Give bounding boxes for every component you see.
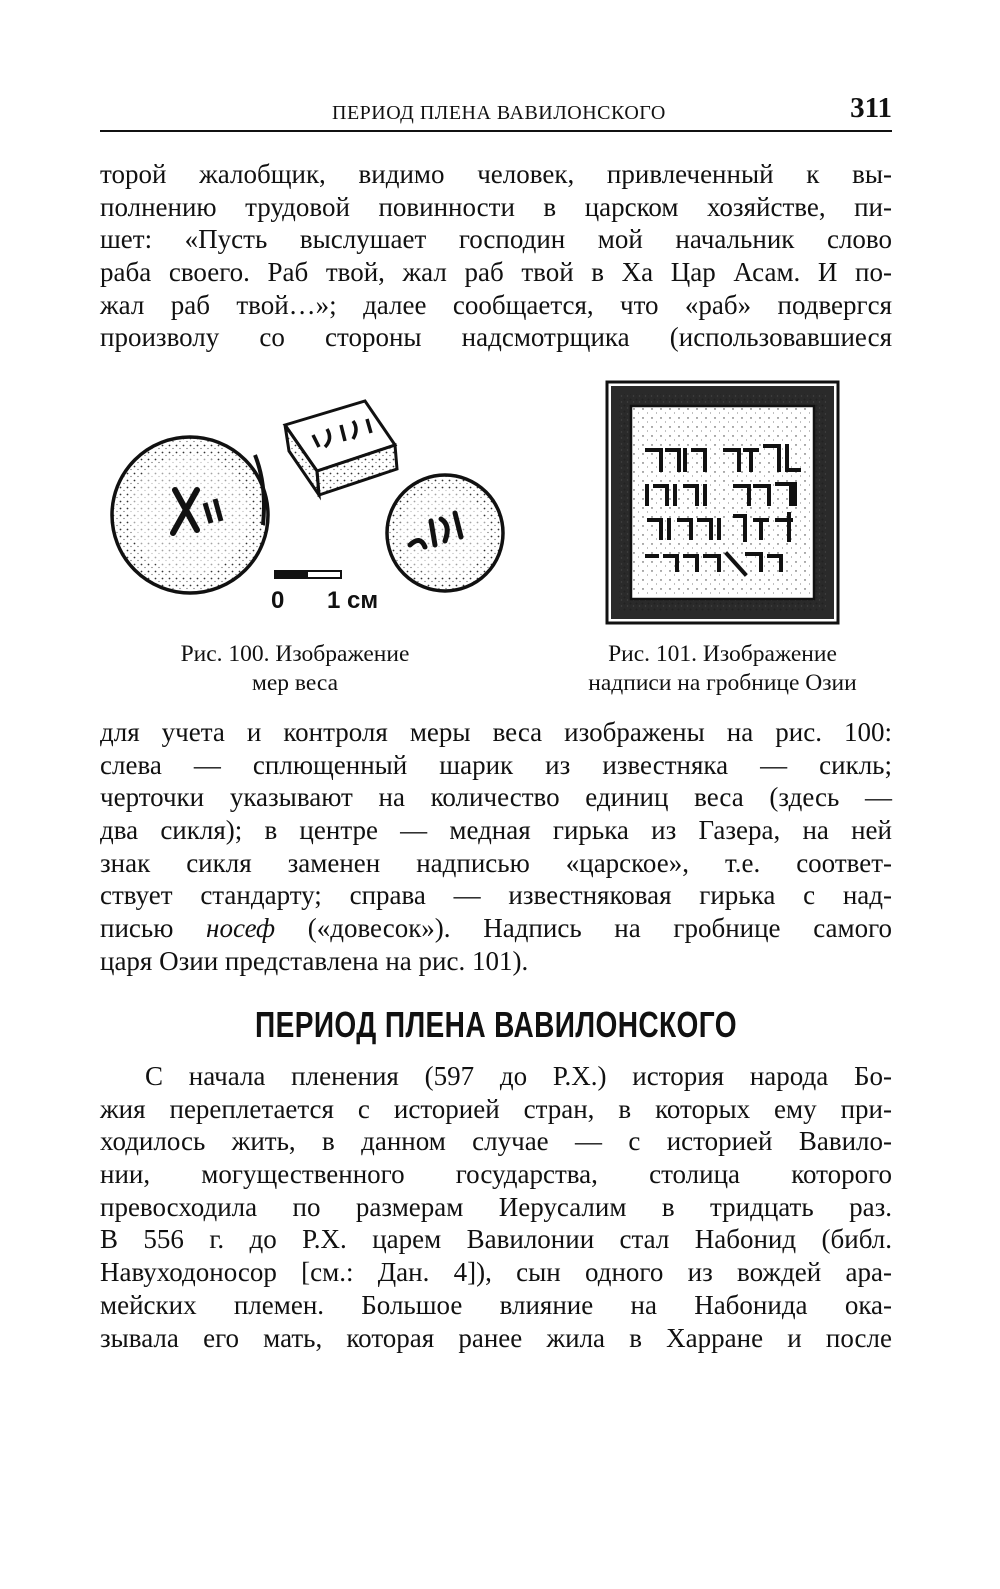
text-line: нии, могущественного государства, столица которого	[100, 1159, 892, 1190]
scale-label-one-cm: 1 см	[327, 587, 379, 614]
section-paragraph	[100, 1060, 892, 1354]
figure-tomb-inscription	[605, 380, 840, 625]
text-line: шет: «Пусть выслушает господин мой начальник слово	[100, 224, 892, 255]
limestone-weight-right	[387, 475, 503, 591]
text-line: жал раб твой…»; далее сообщается, что «раб» подвергся	[100, 289, 892, 320]
text-line: для учета и контроля меры веса изображены на рис. 100:	[100, 717, 892, 747]
running-header	[100, 92, 892, 132]
text-line: торой жалобщик, видимо человек, привлеченный к вы-	[100, 159, 892, 189]
paragraph-continued	[100, 158, 892, 354]
bronze-weight-center	[285, 401, 397, 495]
shekel-weight-left	[112, 437, 268, 593]
section-heading: ПЕРИОД ПЛЕНА ВАВИЛОНСКОГО	[255, 1004, 737, 1045]
weights-illustration	[105, 395, 525, 625]
scale-label-zero: 0	[271, 587, 285, 614]
header-rule	[100, 130, 892, 132]
figure-100-caption	[130, 640, 460, 698]
scale-bar	[275, 571, 341, 578]
caption-line: Рис. 100. Изображение	[180, 641, 410, 667]
text-line: ствует стандарту; справа — известняковая гирька с над-	[100, 880, 892, 911]
text-line: слева — сплющенный шарик из известняка — сикль;	[100, 749, 892, 780]
text-line: знак сикля заменен надписью «царское», т.е. соответ-	[100, 847, 892, 878]
text-line: раба своего. Раб твой, жал раб твой в Ха Цар Асам. И по-	[100, 257, 892, 288]
running-title: ПЕРИОД ПЛЕНА ВАВИЛОНСКОГО	[332, 102, 666, 124]
figure-101-caption	[545, 640, 900, 698]
text-line: царя Озии представлена на рис. 101).	[100, 945, 529, 976]
caption-line: надписи на гробнице Озии	[588, 670, 857, 696]
paragraph-figures	[100, 716, 892, 978]
text-line: полнению трудовой повинности в царском хозяйстве, пи-	[100, 191, 892, 222]
text-line: ходилось жить, в данном случае — с историей Вавило-	[100, 1126, 892, 1157]
italic-term: носеф	[206, 913, 276, 944]
text-line: В 556 г. до Р.Х. царем Вавилонии стал Набонид (библ.	[100, 1224, 892, 1255]
text-line: мейских племен. Большое влияние на Набонида ока-	[100, 1289, 892, 1320]
page-number: 311	[850, 92, 892, 124]
text-line: С начала пленения (597 до Р.Х.) история народа Бо-	[145, 1061, 892, 1091]
text-line: превосходила по размерам Иерусалим в тридцать раз.	[100, 1191, 892, 1222]
caption-line: Рис. 101. Изображение	[608, 641, 837, 667]
text-line: жия переплетается с историей стран, в которых ему при-	[100, 1093, 892, 1124]
tomb-inscription-illustration	[605, 380, 840, 625]
text-line: писью носеф («довесок»). Надпись на гробнице самого	[100, 913, 892, 944]
text-line: произволу со стороны надсмотрщика (использовавшиеся	[100, 322, 892, 353]
text-line: Навуходоносор [см.: Дан. 4]), сын одного из вождей ара-	[100, 1257, 892, 1288]
figure-weights	[105, 395, 525, 625]
text-line: черточки указывают на количество единиц веса (здесь —	[100, 782, 892, 813]
caption-line: мер веса	[251, 670, 339, 696]
text-line: зывала его мать, которая ранее жила в Харране и после	[100, 1322, 892, 1353]
text-line: два сикля); в центре — медная гирька из Газера, на ней	[100, 815, 892, 846]
